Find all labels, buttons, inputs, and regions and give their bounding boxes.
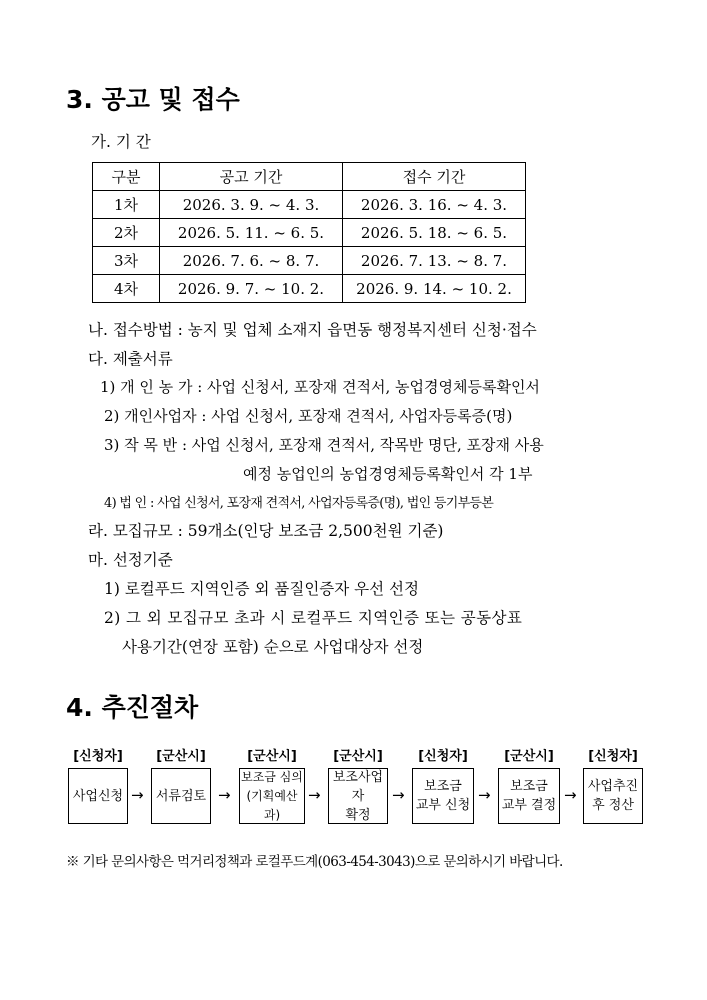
step-box-review: [151, 768, 211, 824]
step-box-text: 사업추진: [587, 779, 639, 794]
step-box-text: 보조금: [424, 779, 462, 794]
docs-item: 2) 개인사업자 : 사업 신청서, 포장재 견적서, 사업자등록증(명): [104, 407, 513, 425]
arrow-right-icon: →: [478, 786, 491, 804]
table-row: [93, 191, 526, 219]
step-role-label: [군산시]: [156, 749, 206, 764]
docs-title: 다. 제출서류: [88, 350, 173, 368]
step-box-grant-request: [412, 768, 474, 824]
step-role-label: [신청자]: [73, 749, 123, 764]
table-header-cell: 공고 기간: [160, 163, 343, 191]
docs-item: 3) 작 목 반 : 사업 신청서, 포장재 견적서, 작목반 명단, 포장재 사용: [104, 436, 544, 454]
table-cell: 2차: [93, 219, 160, 247]
criteria-item: 2) 그 외 모집규모 초과 시 로컬푸드 지역인증 또는 공동상표: [104, 609, 523, 627]
table-header-cell: 접수 기간: [343, 163, 526, 191]
arrow-right-icon: →: [308, 786, 321, 804]
schedule-table: [92, 162, 526, 303]
step-box-confirm: [328, 768, 388, 824]
table-cell: 2026. 7. 6. ~ 8. 7.: [160, 247, 343, 275]
step-box-text: 보조사업자: [332, 769, 384, 804]
method-line: 나. 접수방법 : 농지 및 업체 소재지 읍면동 행정복지센터 신청·접수: [88, 321, 537, 339]
step-box-text: 사업신청: [72, 788, 124, 804]
table-row: [93, 219, 526, 247]
contact-note: ※ 기타 문의사항은 먹거리정책과 로컬푸드계(063-454-3043)으로 문의하시기 바랍니다.: [66, 854, 563, 870]
table-cell: 2026. 9. 7. ~ 10. 2.: [160, 275, 343, 303]
arrow-right-icon: →: [131, 786, 144, 804]
step-box-text: 교부 결정: [501, 798, 557, 813]
step-box-settlement: [583, 768, 643, 824]
step-box-text: 후 정산: [592, 798, 634, 813]
arrow-right-icon: →: [218, 786, 231, 804]
table-header-cell: 구분: [93, 163, 160, 191]
table-cell: 2026. 7. 13. ~ 8. 7.: [343, 247, 526, 275]
criteria-title: 마. 선정기준: [88, 551, 173, 569]
step-role-label: [신청자]: [418, 749, 468, 764]
step-box-text: 서류검토: [155, 788, 207, 804]
table-row: [93, 247, 526, 275]
table-cell: 2026. 9. 14. ~ 10. 2.: [343, 275, 526, 303]
step-role-label: [신청자]: [588, 749, 638, 764]
table-cell: 2026. 5. 11. ~ 6. 5.: [160, 219, 343, 247]
table-cell: 4차: [93, 275, 160, 303]
table-header-row: [93, 163, 526, 191]
docs-item-continued: 예정 농업인의 농업경영체등록확인서 각 1부: [243, 465, 533, 483]
table-row: [93, 275, 526, 303]
step-box-deliberation: [239, 768, 305, 824]
table-cell: 2026. 3. 9. ~ 4. 3.: [160, 191, 343, 219]
scale-line: 라. 모집규모 : 59개소(인당 보조금 2,500천원 기준): [88, 522, 444, 540]
step-role-label: [군산시]: [247, 749, 297, 764]
arrow-right-icon: →: [392, 786, 405, 804]
step-role-label: [군산시]: [504, 749, 554, 764]
step-role-label: [군산시]: [333, 749, 383, 764]
docs-item: 1) 개 인 농 가 : 사업 신청서, 포장재 견적서, 농업경영체등록확인서: [100, 378, 540, 396]
table-cell: 3차: [93, 247, 160, 275]
section-3-title: 3. 공고 및 접수: [66, 85, 240, 114]
step-box-text: 보조금 심의: [241, 769, 303, 784]
criteria-item-continued: 사용기간(연장 포함) 순으로 사업대상자 선정: [122, 638, 424, 656]
arrow-right-icon: →: [564, 786, 577, 804]
step-box-grant-decision: [498, 768, 560, 824]
period-label: 가. 기 간: [91, 133, 151, 151]
criteria-item: 1) 로컬푸드 지역인증 외 품질인증자 우선 선정: [104, 580, 419, 598]
step-box-text: 보조금: [510, 779, 548, 794]
step-box-apply: [68, 768, 128, 824]
table-cell: 2026. 5. 18. ~ 6. 5.: [343, 219, 526, 247]
table-cell: 2026. 3. 16. ~ 4. 3.: [343, 191, 526, 219]
step-box-text: (기획예산과): [246, 788, 298, 822]
table-cell: 1차: [93, 191, 160, 219]
docs-item: 4) 법 인 : 사업 신청서, 포장재 견적서, 사업자등록증(명), 법인 등기부등본: [104, 496, 494, 511]
section-4-title: 4. 추진절차: [66, 693, 199, 722]
step-box-text: 확정: [345, 807, 371, 823]
step-box-text: 교부 신청: [415, 798, 471, 813]
